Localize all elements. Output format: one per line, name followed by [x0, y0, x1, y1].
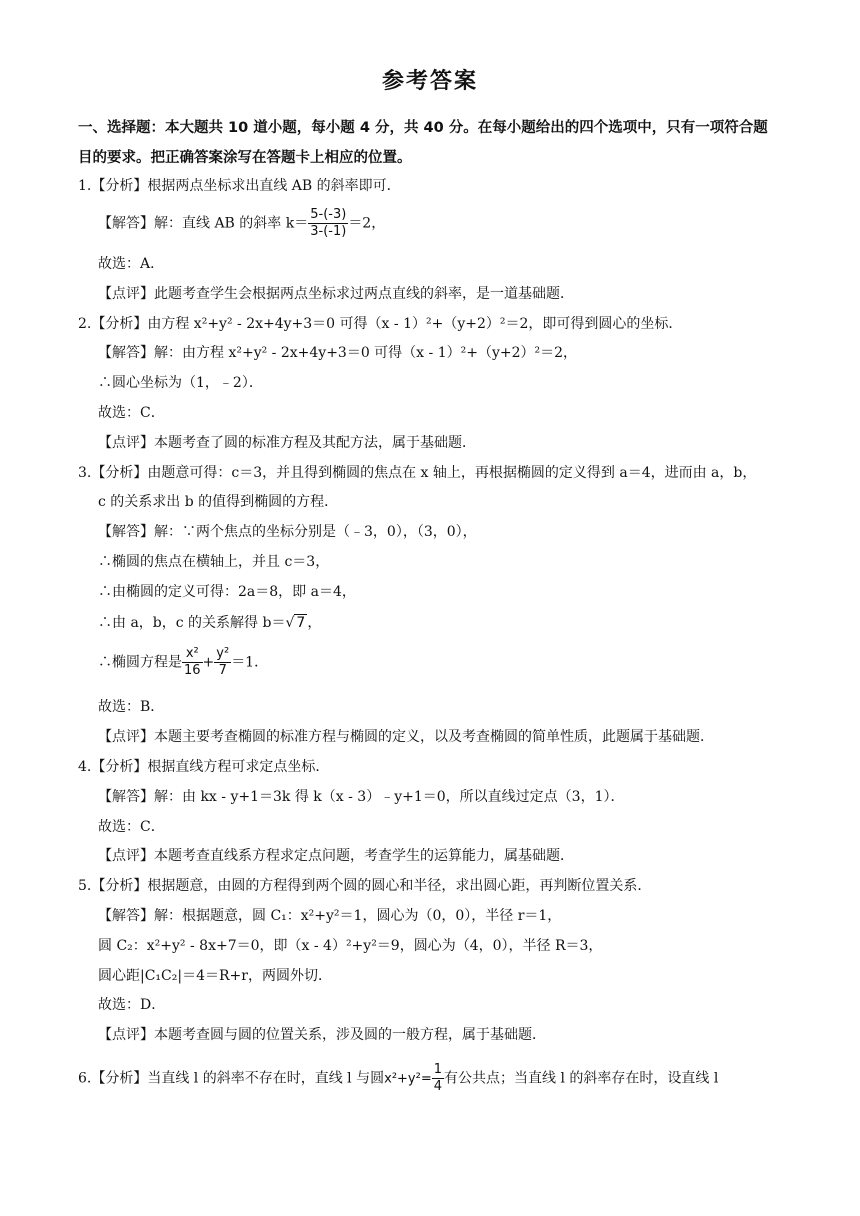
q3-step4-suffix: ＝1． [231, 654, 269, 671]
q1-solution-prefix: 【解答】解：直线 AB 的斜率 k＝ [98, 215, 309, 232]
q4-comment: 【点评】本题考查直线系方程求定点问题，考查学生的运算能力，属基础题． [98, 848, 574, 864]
q3-frac-x [182, 646, 203, 679]
q4-analysis: 4.【分析】根据直线方程可求定点坐标． [78, 759, 330, 775]
q5-analysis: 5.【分析】根据题意，由圆的方程得到两个圆的圆心和半径，求出圆心距，再判断位置关系． [78, 878, 652, 894]
q2-choice: 故选：C． [98, 405, 165, 421]
q5-choice: 故选：D． [98, 997, 166, 1013]
q6-analysis-suffix: 有公共点；当直线 l 的斜率存在时，设直线 l [444, 1070, 719, 1087]
q3-analysis-line2: c 的关系求出 b 的值得到椭圆的方程． [98, 494, 339, 510]
q1-comment: 【点评】此题考查学生会根据两点坐标求过两点直线的斜率，是一道基础题． [98, 286, 574, 302]
q1-frac-denominator: 3-(-1) [310, 224, 347, 239]
q4-solution: 【解答】解：由 kx - y+1＝3k 得 k（x - 3）﹣y+1＝0，所以直线过定点（3，1）． [98, 789, 625, 805]
section-heading-line2: 目的要求。把正确答案涂写在答题卡上相应的位置。 [78, 150, 412, 166]
q3-solution: 【解答】解：∵两个焦点的坐标分别是（﹣3，0），（3，0）， [98, 524, 477, 540]
q5-solution: 【解答】解：根据题意，圆 C₁：x²+y²＝1，圆心为（0，0），半径 r＝1， [98, 908, 562, 924]
q6-analysis-prefix: 6.【分析】当直线 l 的斜率不存在时，直线 l 与圆 [78, 1070, 385, 1087]
q1-slope-fraction [308, 207, 348, 240]
q3-step3 [98, 613, 321, 633]
q2-center: ∴圆心坐标为（1，﹣2）． [98, 375, 263, 391]
q3-step3-prefix: ∴由 a，b，c 的关系解得 b＝ [98, 615, 286, 631]
q3-frac-y [214, 646, 231, 679]
q6-analysis [78, 1062, 718, 1095]
sqrt-symbol: √ 7 [285, 615, 306, 631]
q2-comment: 【点评】本题考查了圆的标准方程及其配方法，属于基础题． [98, 435, 476, 451]
q3-step4: ∴椭圆方程是 $\frac{\text{x²}}{16}$ + $\frac{\text{y²}}{7}$ ＝1． [98, 646, 269, 678]
q1-analysis: 1.【分析】根据两点坐标求出直线 AB 的斜率即可． [78, 178, 401, 194]
q3-comment: 【点评】本题主要考查椭圆的标准方程与椭圆的定义，以及考查椭圆的简单性质，此题属于基础题． [98, 729, 714, 745]
q6-eq-den: 4 [433, 1079, 443, 1094]
q3-frac-y-num: y² [216, 646, 230, 661]
section-heading-line1: 一、选择题：本大题共 10 道小题，每小题 4 分，共 40 分。在每小题给出的四个选项中，只有一项符合题 [78, 120, 768, 136]
q3-frac-y-den: 7 [218, 663, 227, 678]
q2-analysis: 2.【分析】由方程 x²+y² - 2x+4y+3＝0 可得（x - 1）²+（y+2）²＝2，即可得到圆心的坐标． [78, 316, 683, 332]
q1-solution-suffix: ＝2， [348, 215, 386, 232]
section-heading [78, 113, 790, 173]
q5-distance: 圆心距|C₁C₂|＝4＝R+r，两圆外切． [98, 968, 332, 984]
q6-eq-num: 1 [433, 1062, 443, 1077]
q3-sqrt-radicand: 7 [296, 615, 306, 631]
q3-step3-suffix: ， [307, 615, 322, 631]
q5-c2: 圆 C₂：x²+y² - 8x+7＝0，即（x - 4）²+y²＝9，圆心为（4，0），半径 R＝3， [98, 938, 603, 954]
q6-eq-fraction [432, 1062, 444, 1095]
page-title: 参考答案 [381, 69, 478, 94]
q5-comment: 【点评】本题考查圆与圆的位置关系，涉及圆的一般方程，属于基础题． [98, 1027, 546, 1043]
q3-frac-x-num: x² [182, 646, 203, 663]
q1-solution [98, 207, 385, 240]
q4-choice: 故选：C． [98, 819, 165, 835]
q1-choice: 故选：A． [98, 256, 165, 272]
q3-choice: 故选：B． [98, 699, 165, 715]
q6-eq-left: x²+y²= [384, 1071, 432, 1087]
q2-solution: 【解答】解：由方程 x²+y² - 2x+4y+3＝0 可得（x - 1）²+（y+2）²＝2， [98, 345, 578, 361]
q3-frac-x-den: 16 [184, 663, 201, 678]
q3-step1: ∴椭圆的焦点在横轴上，并且 c＝3， [98, 554, 330, 570]
q1-frac-numerator: 5-(-3) [310, 207, 347, 222]
q3-analysis-line1: 3.【分析】由题意可得：c＝3，并且得到椭圆的焦点在 x 轴上，再根据椭圆的定义得到 a＝4，进而由 a，b， [78, 465, 757, 481]
q3-step2: ∴由椭圆的定义可得：2a＝8，即 a＝4， [98, 584, 356, 600]
q3-step4-prefix: ∴椭圆方程是 [98, 654, 182, 671]
